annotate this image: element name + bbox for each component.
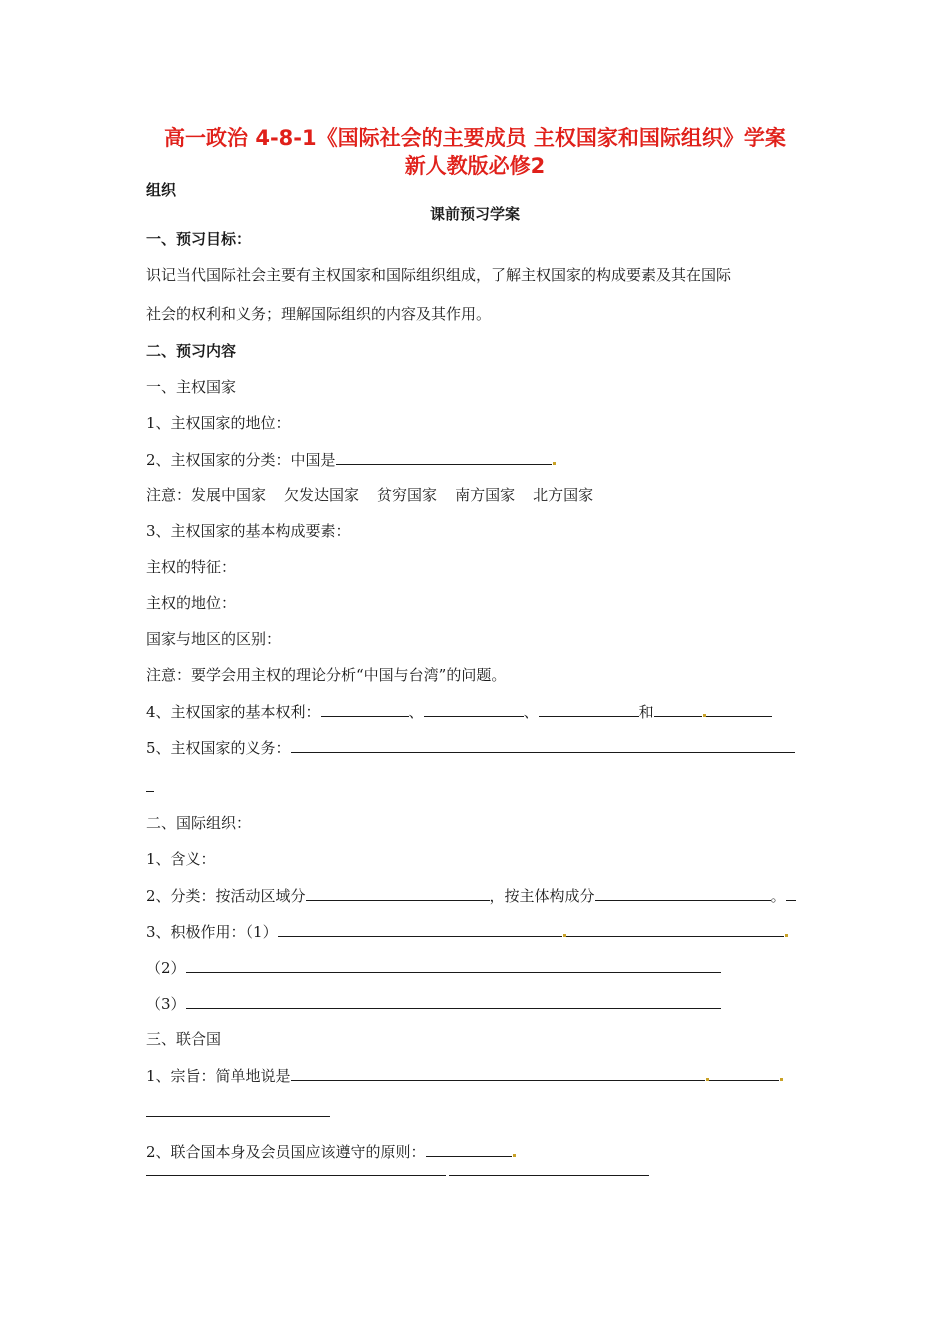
blank-tail[interactable] — [786, 885, 796, 901]
item5-duties — [146, 737, 795, 758]
note1-row — [146, 485, 593, 505]
blank-role-1a[interactable] — [278, 921, 562, 937]
blank-by-members[interactable] — [595, 885, 771, 901]
un-purpose — [146, 1065, 783, 1086]
note1-label: 注意： — [146, 486, 192, 504]
part2-heading: 二、国际组织： — [146, 814, 252, 832]
document-title-line2: 新人教版必修2 — [404, 154, 546, 178]
item3-elements: 3、主权国家的基本构成要素： — [146, 522, 351, 540]
blank-un-principles-line-b[interactable] — [449, 1175, 649, 1176]
un1-label: 1、宗旨：简单地说是 — [146, 1067, 291, 1085]
state-region-difference: 国家与地区的区别： — [146, 630, 282, 648]
blank-un-principles[interactable] — [426, 1141, 512, 1157]
blank-right-3[interactable] — [539, 701, 639, 717]
note2-taiwan: 注意：要学会用主权的理论分析“中国与台湾”的问题。 — [146, 666, 507, 684]
mark-dot — [513, 1154, 516, 1157]
blank-duties-continuation[interactable] — [146, 791, 154, 792]
objective-text-1: 识记当代国际社会主要有主权国家和国际组织组成，了解主权国家的构成要素及其在国际 — [146, 266, 732, 284]
org3-2-label: （2） — [146, 959, 186, 977]
item1-status: 1、主权国家的地位： — [146, 414, 291, 432]
separator: 、 — [408, 703, 424, 721]
item5-label: 5、主权国家的义务： — [146, 739, 291, 757]
org3-label: 3、积极作用：（1） — [146, 923, 278, 941]
blank-un-principles-line-a[interactable] — [146, 1175, 446, 1176]
note1-term: 南方国家 — [455, 486, 516, 504]
note1-term: 发展中国家 — [191, 486, 267, 504]
part1-heading: 一、主权国家 — [146, 378, 237, 396]
blank-right-2[interactable] — [424, 701, 524, 717]
section1-heading: 一、预习目标： — [146, 230, 252, 248]
blank-right-4b[interactable] — [706, 701, 772, 717]
document-title-line1: 高一政治 4-8-1《国际社会的主要成员 主权国家和国际组织》学案 — [164, 126, 786, 150]
sovereignty-features: 主权的特征： — [146, 558, 237, 576]
org2-label-a: 2、分类：按活动区域分 — [146, 887, 306, 905]
org-definition: 1、含义： — [146, 850, 216, 868]
separator-and: 和 — [638, 703, 654, 721]
note1-term: 北方国家 — [533, 486, 594, 504]
item4-label: 4、主权国家的基本权利： — [146, 703, 321, 721]
note1-term: 欠发达国家 — [284, 486, 360, 504]
org-role-1 — [146, 921, 788, 942]
item2-classification — [146, 449, 556, 470]
org-role-3 — [146, 993, 721, 1014]
item2-label: 2、主权国家的分类：中国是 — [146, 451, 336, 469]
mark-dot — [785, 934, 788, 937]
tag-label: 组织 — [146, 181, 177, 199]
un-principles — [146, 1141, 516, 1162]
blank-right-1[interactable] — [321, 701, 409, 717]
org-classification — [146, 885, 796, 906]
blank-by-region[interactable] — [306, 885, 490, 901]
subtitle: 课前预习学案 — [429, 205, 520, 223]
blank-china-is[interactable] — [336, 449, 552, 465]
item4-rights — [146, 701, 772, 722]
blank-role-1b[interactable] — [566, 921, 784, 937]
blank-right-4a[interactable] — [654, 701, 702, 717]
blank-un-purpose-b[interactable] — [709, 1065, 779, 1081]
mark-dot — [553, 462, 556, 465]
note1-term: 贫穷国家 — [377, 486, 438, 504]
blank-role-2[interactable] — [186, 957, 721, 973]
sovereignty-status: 主权的地位： — [146, 594, 237, 612]
org-role-2 — [146, 957, 721, 978]
org2-end: 。 — [770, 887, 786, 905]
objective-text-2: 社会的权利和义务；理解国际组织的内容及其作用。 — [146, 305, 492, 323]
org3-3-label: （3） — [146, 995, 186, 1013]
section2-heading: 二、预习内容 — [146, 342, 237, 360]
mark-dot — [780, 1078, 783, 1081]
separator: 、 — [523, 703, 539, 721]
blank-duties[interactable] — [291, 737, 795, 753]
blank-un-purpose-a[interactable] — [291, 1065, 705, 1081]
part3-heading: 三、联合国 — [146, 1030, 222, 1048]
org2-label-b: ，按主体构成分 — [489, 887, 595, 905]
blank-un-purpose-continuation[interactable] — [146, 1116, 330, 1117]
blank-role-3[interactable] — [186, 993, 721, 1009]
un2-label: 2、联合国本身及会员国应该遵守的原则： — [146, 1143, 426, 1161]
